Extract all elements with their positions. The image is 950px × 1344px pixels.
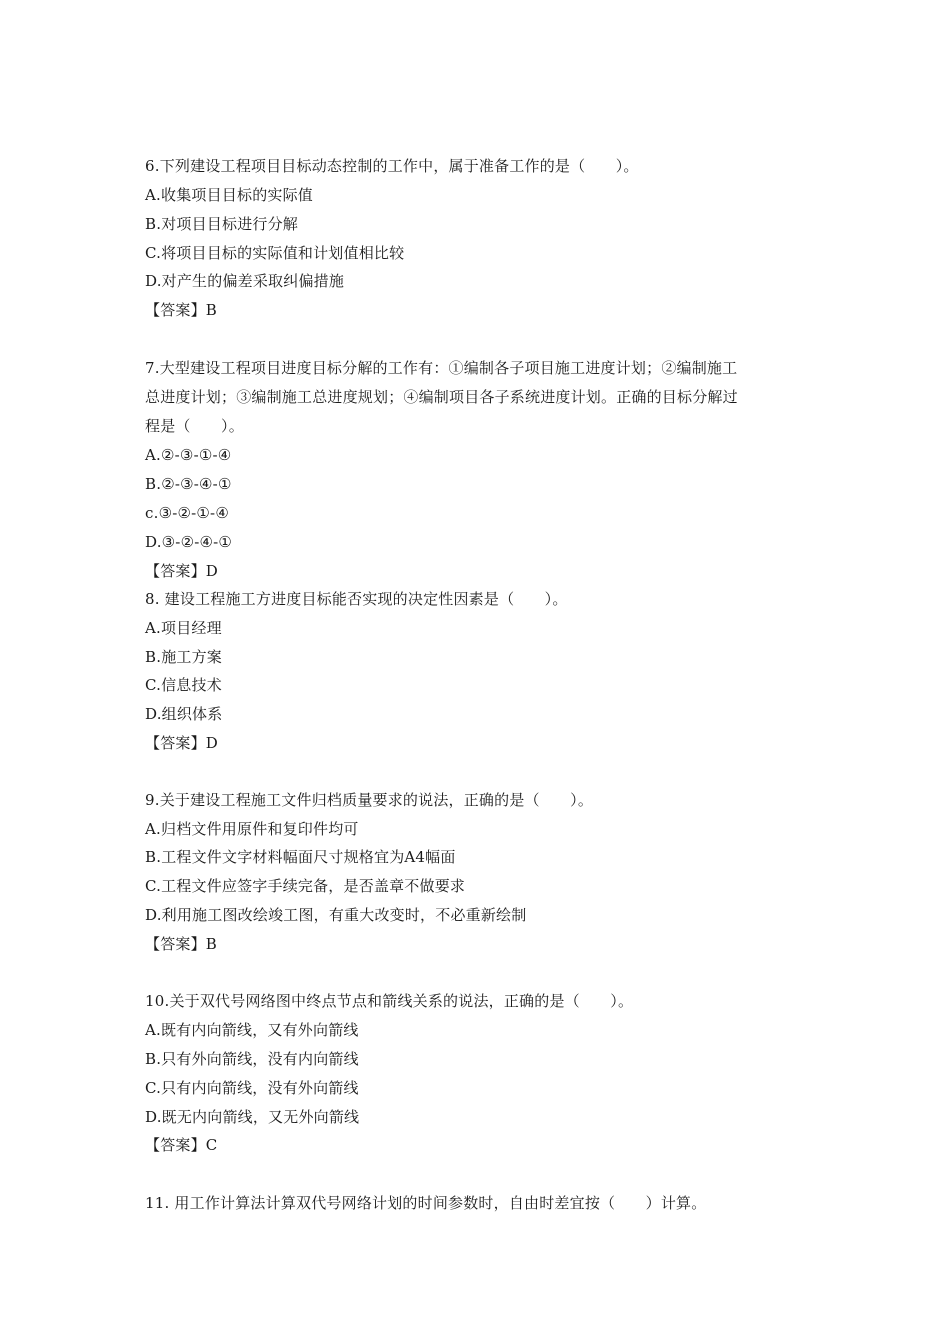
- question-6-option-a: A.收集项目目标的实际值: [145, 186, 314, 204]
- question-7-option-c: c.③-②-①-④: [145, 504, 229, 522]
- question-10-option-a: A.既有内向箭线，又有外向箭线: [145, 1021, 359, 1039]
- question-9-option-b: B.工程文件文字材料幅面尺寸规格宜为A4幅面: [145, 848, 456, 866]
- question-9-answer: 【答案】B: [145, 935, 218, 953]
- question-8-option-d: D.组织体系: [145, 705, 223, 723]
- question-7-option-d: D.③-②-④-①: [145, 533, 233, 551]
- question-8-option-b: B.施工方案: [145, 648, 222, 666]
- question-7-option-a: A.②-③-①-④: [145, 446, 232, 464]
- question-11-stem: 11. 用工作计算法计算双代号网络计划的时间参数时，自由时差宜按（ ）计算。: [145, 1194, 707, 1212]
- question-10-option-b: B.只有外向箭线，没有内向箭线: [145, 1050, 359, 1068]
- question-8-option-c: C.信息技术: [145, 676, 222, 694]
- question-9-option-c: C.工程文件应签字手续完备，是否盖章不做要求: [145, 877, 466, 895]
- question-8-stem: 8. 建设工程施工方进度目标能否实现的决定性因素是（ ）。: [145, 590, 568, 608]
- question-6-option-c: C.将项目目标的实际值和计划值相比较: [145, 244, 405, 262]
- question-6-stem: 6.下列建设工程项目目标动态控制的工作中，属于准备工作的是（ ）。: [145, 157, 639, 175]
- question-7-answer: 【答案】D: [145, 562, 219, 580]
- question-7-stem-line-3: 程是（ ）。: [145, 417, 244, 435]
- question-10-answer: 【答案】C: [145, 1136, 218, 1154]
- question-10-option-d: D.既无内向箭线，又无外向箭线: [145, 1108, 360, 1126]
- question-9-stem: 9.关于建设工程施工文件归档质量要求的说法，正确的是（ ）。: [145, 791, 594, 809]
- question-7-option-b: B.②-③-④-①: [145, 475, 232, 493]
- question-6-answer: 【答案】B: [145, 301, 218, 319]
- question-8-answer: 【答案】D: [145, 734, 219, 752]
- question-7-stem-line-2: 总进度计划；③编制施工总进度规划；④编制项目各子系统进度计划。正确的目标分解过: [145, 388, 738, 406]
- question-10-stem: 10.关于双代号网络图中终点节点和箭线关系的说法，正确的是（ ）。: [145, 992, 634, 1010]
- question-7-stem-line-1: 7.大型建设工程项目进度目标分解的工作有：①编制各子项目施工进度计划；②编制施工: [145, 359, 738, 377]
- question-9-option-a: A.归档文件用原件和复印件均可: [145, 820, 359, 838]
- question-6-option-d: D.对产生的偏差采取纠偏措施: [145, 272, 345, 290]
- question-8-option-a: A.项目经理: [145, 619, 222, 637]
- question-10-option-c: C.只有内向箭线，没有外向箭线: [145, 1079, 359, 1097]
- question-9-option-d: D.利用施工图改绘竣工图，有重大改变时，不必重新绘制: [145, 906, 527, 924]
- question-6-option-b: B.对项目目标进行分解: [145, 215, 298, 233]
